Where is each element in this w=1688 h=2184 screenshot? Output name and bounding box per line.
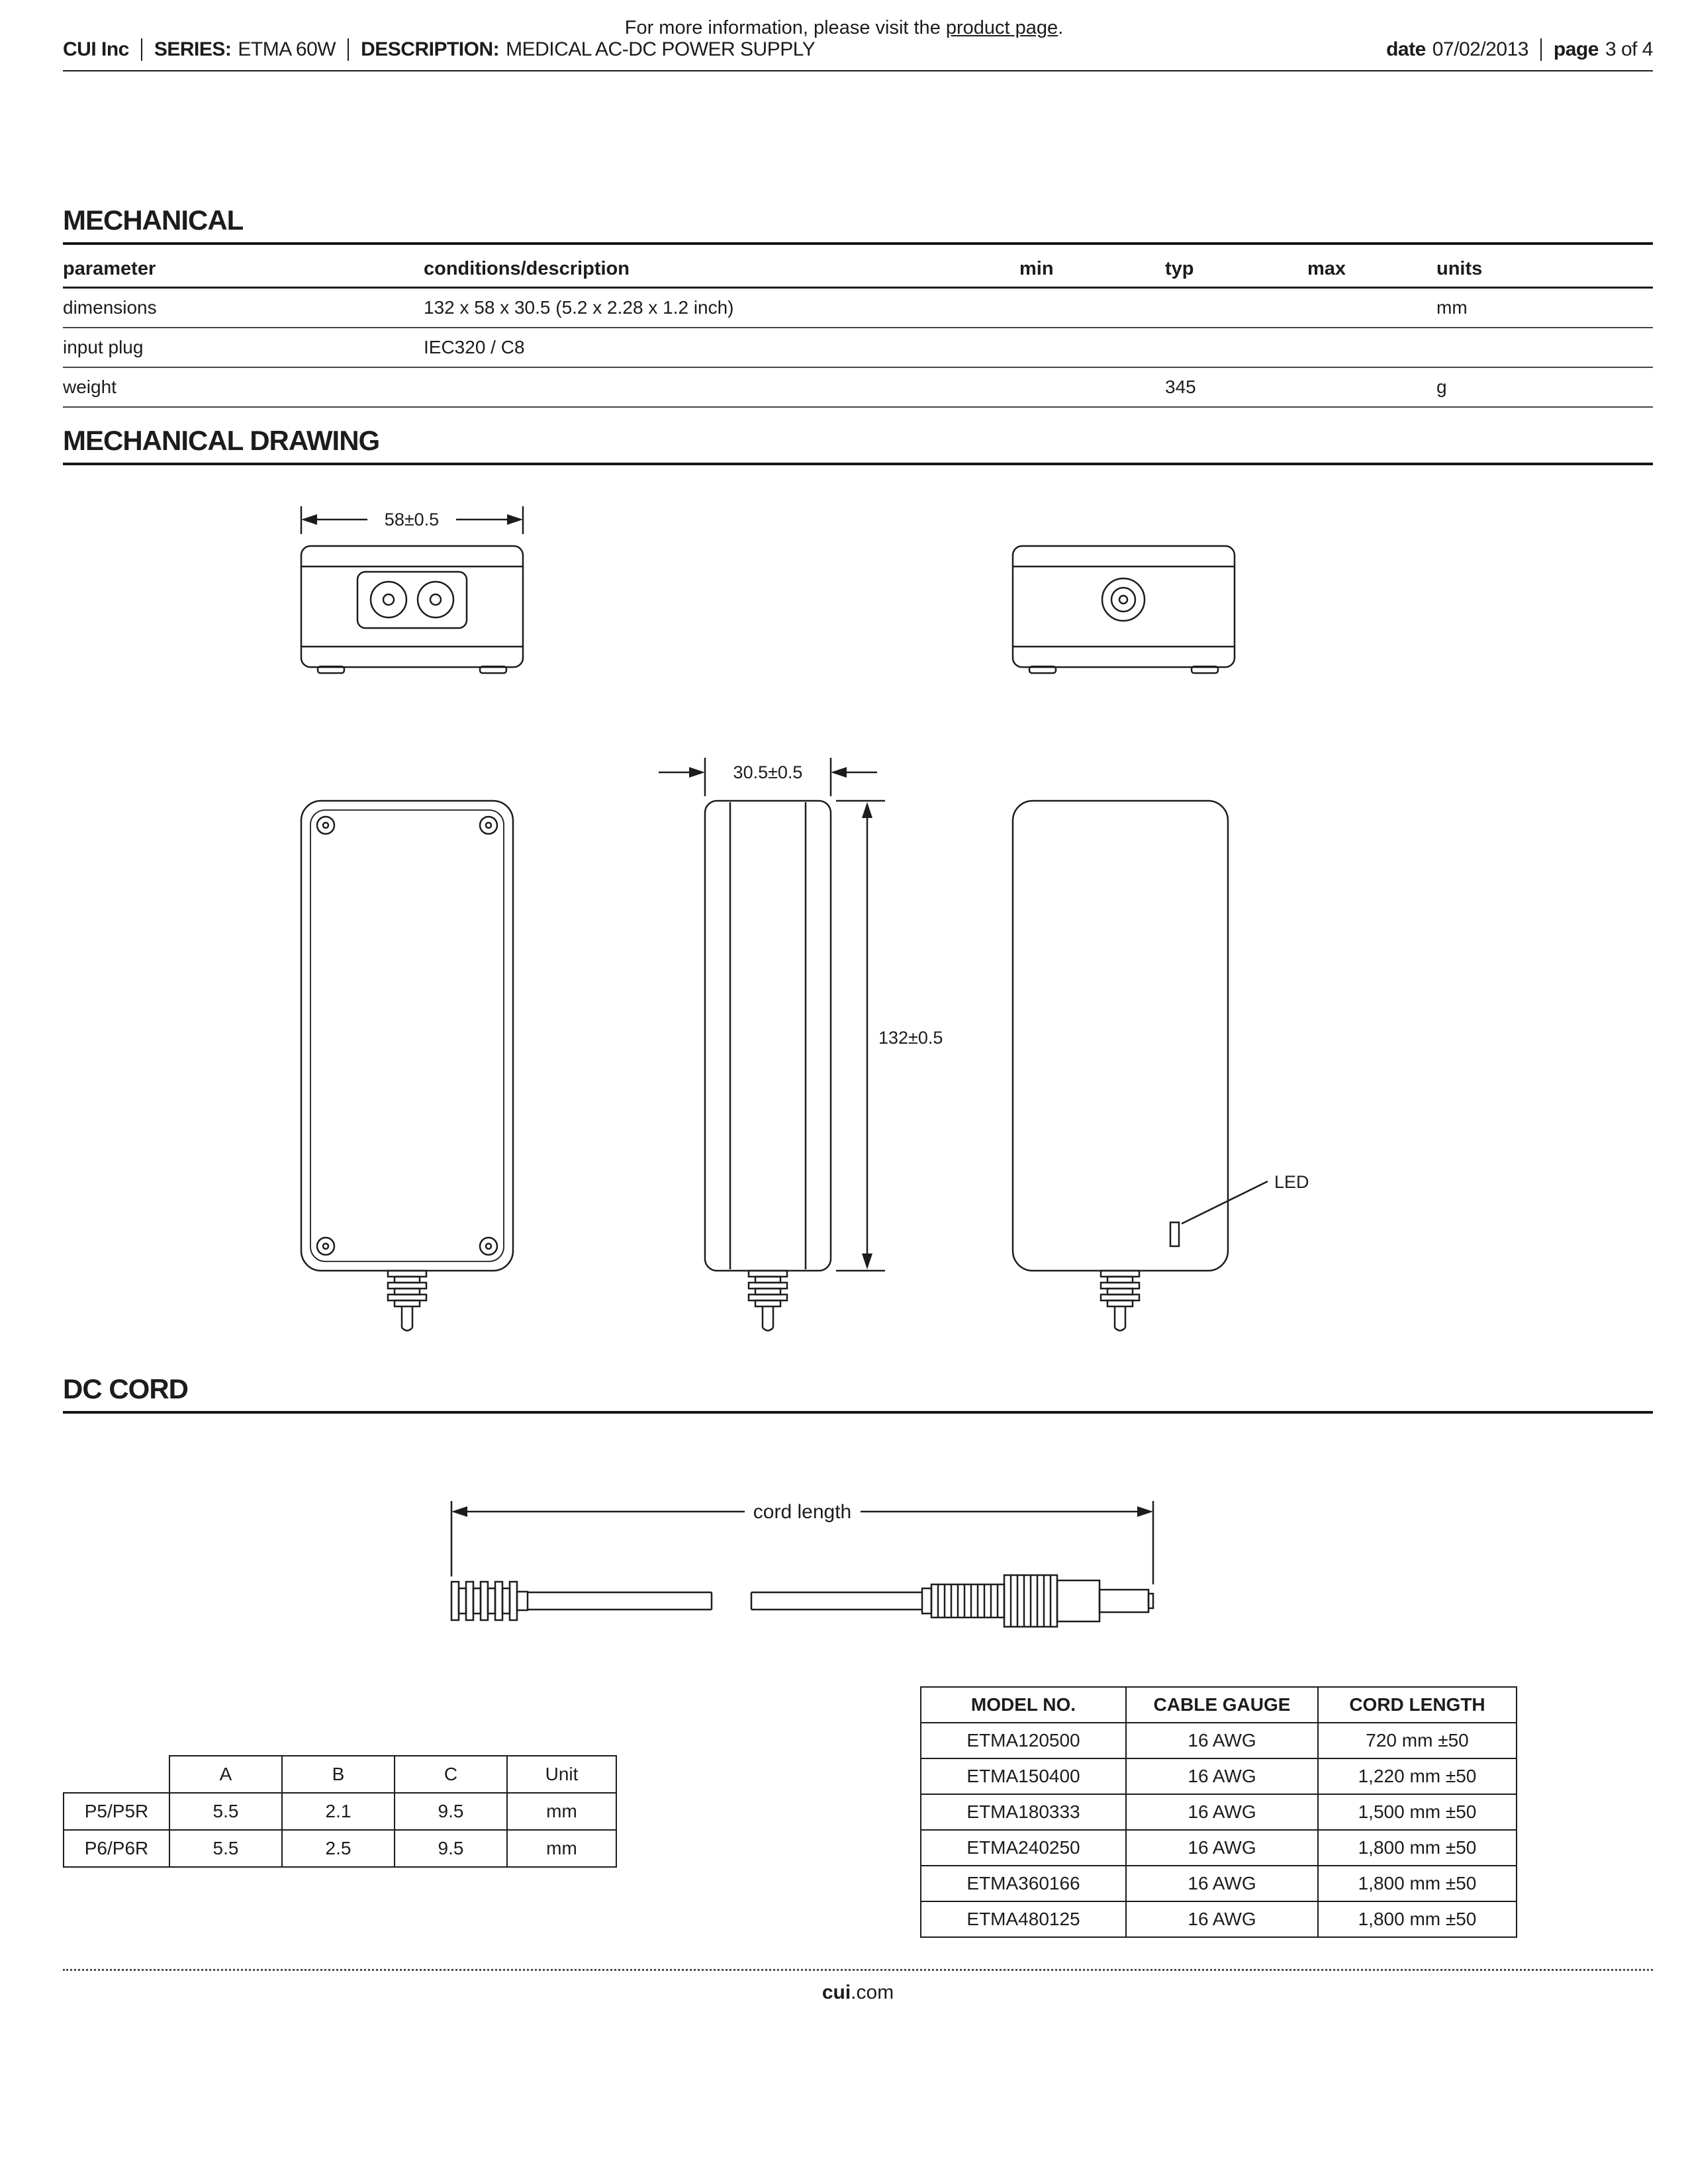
cell-model: ETMA150400 bbox=[921, 1758, 1126, 1794]
width-dimension bbox=[301, 506, 523, 534]
cell-c: 9.5 bbox=[395, 1793, 507, 1830]
cell-a: 5.5 bbox=[169, 1793, 282, 1830]
series-value: ETMA 60W bbox=[238, 38, 336, 60]
table-row bbox=[921, 1758, 1517, 1794]
cord-length-label: cord length bbox=[753, 1501, 852, 1523]
description-value: MEDICAL AC-DC POWER SUPPLY bbox=[506, 38, 816, 60]
document-header bbox=[63, 38, 1653, 71]
table-row bbox=[64, 1756, 616, 1793]
footer-brand-suffix: .com bbox=[851, 1981, 894, 2003]
cell-model: ETMA180333 bbox=[921, 1794, 1126, 1830]
cell-b: 2.1 bbox=[282, 1793, 395, 1830]
table-row bbox=[64, 1830, 616, 1867]
table-row bbox=[921, 1723, 1517, 1758]
cord-length-table bbox=[920, 1686, 1517, 1938]
bottom-view-drawing bbox=[1013, 801, 1309, 1331]
led-indicator bbox=[1170, 1222, 1179, 1246]
top-note bbox=[0, 17, 1688, 39]
description-label: DESCRIPTION: bbox=[361, 38, 500, 60]
top-note-suffix: . bbox=[1058, 17, 1064, 38]
screw-icon bbox=[317, 817, 334, 834]
cell-a: 5.5 bbox=[169, 1830, 282, 1867]
cell-gauge: 16 AWG bbox=[1126, 1723, 1318, 1758]
dc-plug-icon bbox=[922, 1575, 1153, 1627]
mechanical-drawing-title: MECHANICAL DRAWING bbox=[63, 427, 1653, 465]
screw-icon bbox=[480, 1238, 497, 1255]
cell-units bbox=[1436, 328, 1653, 367]
cell-typ: 345 bbox=[1165, 367, 1307, 407]
strain-relief bbox=[1101, 1271, 1139, 1331]
cell-gauge: 16 AWG bbox=[1126, 1901, 1318, 1937]
table-row bbox=[63, 367, 1653, 407]
column-header: A bbox=[169, 1756, 282, 1793]
cell-gauge: 16 AWG bbox=[1126, 1830, 1318, 1866]
footer-brand: cui bbox=[821, 1981, 851, 2003]
table-row bbox=[921, 1866, 1517, 1901]
cell-gauge: 16 AWG bbox=[1126, 1794, 1318, 1830]
dc-cord-section bbox=[63, 1375, 1653, 1644]
column-header: Unit bbox=[507, 1756, 616, 1793]
cell-gauge: 16 AWG bbox=[1126, 1758, 1318, 1794]
date-value: 07/02/2013 bbox=[1432, 38, 1528, 60]
page-number: 3 of 4 bbox=[1605, 38, 1653, 60]
strain-relief bbox=[749, 1271, 787, 1331]
cell-unit: mm bbox=[507, 1830, 616, 1867]
company-name: CUI Inc bbox=[63, 38, 129, 60]
dc-cord-drawing bbox=[63, 1472, 1653, 1644]
mechanical-table bbox=[63, 248, 1653, 408]
top-note-text: For more information, please visit the bbox=[624, 17, 946, 38]
column-header: B bbox=[282, 1756, 395, 1793]
column-header: typ bbox=[1165, 248, 1307, 288]
table-row bbox=[64, 1793, 616, 1830]
table-row bbox=[921, 1830, 1517, 1866]
date-label: date bbox=[1386, 38, 1426, 60]
cell-min bbox=[1019, 328, 1165, 367]
blank-cell bbox=[64, 1756, 169, 1793]
cell-parameter: dimensions bbox=[63, 288, 424, 328]
dc-jack-icon bbox=[1102, 578, 1145, 621]
header-divider bbox=[141, 38, 142, 61]
column-header: max bbox=[1307, 248, 1436, 288]
cell-unit: mm bbox=[507, 1793, 616, 1830]
cell-conditions: 132 x 58 x 30.5 (5.2 x 2.28 x 1.2 inch) bbox=[424, 288, 1019, 328]
cell-typ bbox=[1165, 328, 1307, 367]
dim-height-label: 132±0.5 bbox=[878, 1028, 943, 1048]
cell-max bbox=[1307, 367, 1436, 407]
column-header: CABLE GAUGE bbox=[1126, 1687, 1318, 1723]
cell-model: ETMA120500 bbox=[921, 1723, 1126, 1758]
cell-min bbox=[1019, 367, 1165, 407]
header-divider bbox=[348, 38, 349, 61]
cell-parameter: input plug bbox=[63, 328, 424, 367]
cell-length: 720 mm ±50 bbox=[1318, 1723, 1517, 1758]
column-header: MODEL NO. bbox=[921, 1687, 1126, 1723]
header-right bbox=[1386, 38, 1653, 61]
cell-units: g bbox=[1436, 367, 1653, 407]
table-row bbox=[63, 328, 1653, 367]
top-view-drawing bbox=[301, 801, 513, 1331]
column-header: conditions/description bbox=[424, 248, 1019, 288]
table-row bbox=[921, 1794, 1517, 1830]
cell-model: ETMA240250 bbox=[921, 1830, 1126, 1866]
column-header: min bbox=[1019, 248, 1165, 288]
cell-parameter: weight bbox=[63, 367, 424, 407]
cell-max bbox=[1307, 328, 1436, 367]
c8-inlet-icon bbox=[357, 572, 467, 628]
column-header: parameter bbox=[63, 248, 424, 288]
cell-typ bbox=[1165, 288, 1307, 328]
depth-dimension bbox=[659, 758, 877, 796]
led-label: LED bbox=[1274, 1172, 1309, 1192]
screw-icon bbox=[480, 817, 497, 834]
side-view-drawing bbox=[659, 758, 943, 1331]
cell-c: 9.5 bbox=[395, 1830, 507, 1867]
cell-model: ETMA480125 bbox=[921, 1901, 1126, 1937]
mechanical-header-row bbox=[63, 248, 1653, 288]
mechanical-title: MECHANICAL bbox=[63, 206, 1653, 245]
table-row bbox=[63, 288, 1653, 328]
dc-cable bbox=[451, 1582, 922, 1620]
cell-units: mm bbox=[1436, 288, 1653, 328]
pin-dimension-table bbox=[63, 1755, 617, 1868]
cell-length: 1,800 mm ±50 bbox=[1318, 1901, 1517, 1937]
mechanical-drawing-section bbox=[63, 427, 1653, 1340]
dc-cord-title: DC CORD bbox=[63, 1375, 1653, 1414]
page-footer bbox=[63, 1969, 1653, 2004]
cell-max bbox=[1307, 288, 1436, 328]
column-header: units bbox=[1436, 248, 1653, 288]
front-view-drawing bbox=[1013, 546, 1235, 673]
strain-relief bbox=[388, 1271, 426, 1331]
screw-icon bbox=[317, 1238, 334, 1255]
cell-length: 1,800 mm ±50 bbox=[1318, 1830, 1517, 1866]
header-left bbox=[63, 38, 815, 61]
table-row bbox=[921, 1687, 1517, 1723]
cell-conditions: IEC320 / C8 bbox=[424, 328, 1019, 367]
cell-plug-name: P6/P6R bbox=[64, 1830, 169, 1867]
dim-width-label: 58±0.5 bbox=[384, 510, 440, 529]
cell-length: 1,800 mm ±50 bbox=[1318, 1866, 1517, 1901]
cell-model: ETMA360166 bbox=[921, 1866, 1126, 1901]
cell-min bbox=[1019, 288, 1165, 328]
page-label: page bbox=[1553, 38, 1599, 60]
height-dimension bbox=[836, 801, 943, 1271]
column-header: CORD LENGTH bbox=[1318, 1687, 1517, 1723]
cell-length: 1,220 mm ±50 bbox=[1318, 1758, 1517, 1794]
product-page-link[interactable]: product page bbox=[945, 17, 1058, 38]
back-view-drawing bbox=[301, 506, 523, 673]
cell-length: 1,500 mm ±50 bbox=[1318, 1794, 1517, 1830]
column-header: C bbox=[395, 1756, 507, 1793]
cell-gauge: 16 AWG bbox=[1126, 1866, 1318, 1901]
cell-plug-name: P5/P5R bbox=[64, 1793, 169, 1830]
strain-relief bbox=[451, 1582, 517, 1620]
dim-depth-label: 30.5±0.5 bbox=[733, 762, 803, 782]
header-divider bbox=[1540, 38, 1542, 61]
mechanical-section bbox=[63, 206, 1653, 408]
cord-length-dimension bbox=[451, 1501, 1153, 1584]
mechanical-drawing bbox=[63, 473, 1653, 1340]
cell-b: 2.5 bbox=[282, 1830, 395, 1867]
cell-conditions bbox=[424, 367, 1019, 407]
series-label: SERIES: bbox=[154, 38, 232, 60]
table-row bbox=[921, 1901, 1517, 1937]
